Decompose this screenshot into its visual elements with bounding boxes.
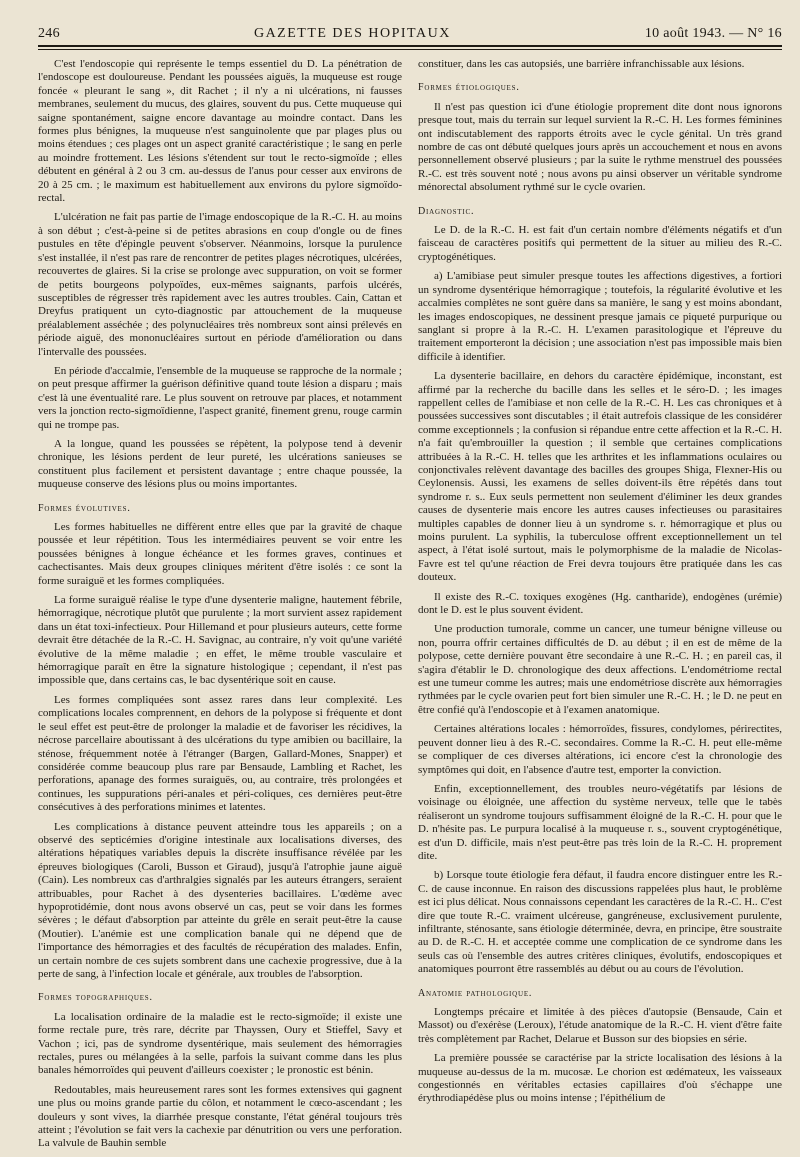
header-rule-thin [38, 49, 782, 50]
paragraph: C'est l'endoscopie qui représente le temps essentiel du D. La pénétration de l'endoscope est douloureuse. Pendant les poussées aiguës, la muqueuse est rouge foncée « pleurant le sang », dit Rachet ; il n'y a ni ulcérations, ni fausses membranes, seulement du mucus, des glaires, souvent du pus. Cette muqueuse qui saigne spontanément, saigne encore davantage au moindre contact. Dans les formes plus bénignes, la muqueuse n'est sanguinolente que par plages plus ou moins étendues ; ces plages ont un aspect granité caractéristique ; le sang en perle au moindre frottement. Les lésions s'étendent sur tout le recto-sigmoïde ; elles débutent en général à 2 ou 3 cm. au-dessus de l'anus pour cesser aux environs de 20 à 25 cm. ; le maximum est habituellement aux environs du pylore sigmoïdo-rectal. [38, 58, 402, 205]
section-heading: Formes évolutives. [38, 502, 131, 514]
section-heading: Formes étiologiques. [418, 82, 520, 94]
paragraph: a) L'amibiase peut simuler presque toutes les affections digestives, a fortiori un syndrome dysentérique hémorragique ; toutefois, la régularité évolutive et les accalmies complètes ne sont guère dans sa manière, le sang y est moins abondant, les images endoscopiques, ne dessinent presque jamais ce piqueté purpurique ou sanglant si propre à la R.-C. H. L'examen parasitologique et l'épreuve du traitement emporteront la décision ; une association n'est pas impossible mais bien difficile à identifier. [418, 270, 782, 363]
paragraph: Une production tumorale, comme un cancer, une tumeur bénigne villeuse ou non, pourra offrir certaines difficultés de D. au début ; il en est de même de la polypose, cette dernière pouvant être secondaire à une R.-C. H. ; en pareil cas, il s'agira d'établir le D. chronologique des deux affections. L'endométriome rectal est une tumeur comme les autres; mais une endométriose discrète aux hémorragies rythmées par le cycle ovarien peut fort bien simuler une R.-C. H. ; le D. ne peut en être confié qu'à l'endoscopie et à l'examen anatomique. [418, 623, 782, 716]
section-heading: Diagnostic. [418, 205, 475, 217]
paragraph: Les formes compliquées sont assez rares dans leur complexité. Les complications locales comprennent, en dehors de la polypose si fréquente et dont le seul effet est peut-être de prolonger la maladie et de favoriser les récidives, la nécrose parcellaire aboutissant à des ulcérations du type amibien ou bacillaire, la sténose, fréquemment notée à l'étranger (Bargen, Gallard-Mones, Snapper) et considérée comme beaucoup plus rare par Bensaude, Lambling et Rachet, les perforations, apanage des formes suraiguës, ou, au contraire, très prolongées et continues, les suppurations péri-anales et péri-coliques, ces dernières peut-être consécutives à des perforations minimes et latentes. [38, 693, 402, 814]
left-column [38, 58, 402, 1157]
paragraph: Il existe des R.-C. toxiques exogènes (Hg. cantharide), endogènes (urémie) dont le D. est le plus souvent évident. [418, 590, 782, 617]
paragraph: Longtemps précaire et limitée à des pièces d'autopsie (Bensaude, Cain et Massot) ou d'exérèse (Leroux), l'étude anatomique de la R.-C. H. vient d'être faite très complètement par Rachet, Delarue et Busson sur des biopsies en série. [418, 1006, 782, 1045]
paragraph: constituer, dans les cas autopsiés, une barrière infranchissable aux lésions. [418, 58, 745, 70]
article-body [38, 58, 782, 1157]
paragraph: b) Lorsque toute étiologie fera défaut, il faudra encore distinguer entre les R.-C. de cause inconnue. En raison des discussions rappelées plus haut, le problème est ici plus délicat. Nous connaissons cependant les caractères de la R.-C. H.. C'est dire que toute R.-C. vraiment ulcéreuse, gangréneuse, exclusivement purulente, infiltrante, sténosante, sans étiologie déterminée, devra, en principe, être soustraite au D. de R.-C. H. et acceptée comme une complication de ce syndrome dans les seuls cas où l'ensemble des autres critères cliniques, évolutifs, endoscopiques et anatomiques pourront être rassemblés au début ou au cours de l'évolution. [418, 869, 782, 976]
section-heading: Anatomie pathologique. [418, 987, 533, 999]
paragraph: La première poussée se caractérise par la stricte localisation des lésions à la muqueuse au-dessus de la m. mucosæ. Le chorion est œdémateux, les vaisseaux congestionnés en véritables ectasies capillaires d'où s'échappe une érythrodiapédèse plus ou moins intense ; l'épithélium de [418, 1052, 782, 1105]
page-number: 246 [38, 26, 60, 41]
paragraph: Il n'est pas question ici d'une étiologie proprement dite dont nous ignorons presque tout, mais du terrain sur lequel survient la R.-C. H. Les formes féminines ont indiscutablement des rapports étroits avec le cycle génital. Un très grand nombre de cas ont débuté quelques jours après un accouchement et nous en avons personnellement observé plusieurs ; par la suite le rythme menstruel des poussées R.-C. est très souvent noté ; nous avons pu ainsi observer un véritable syndrome ménorectal absolument rythmé sur le cycle ovarien. [418, 100, 782, 194]
paragraph: A la longue, quand les poussées se répètent, la polypose tend à devenir chronique, les lésions perdent de leur pureté, les ulcérations sanieuses se constituent plus facilement et persistent davantage ; entre chaque poussée, la muqueuse conserve des lésions plus ou moins importantes. [38, 437, 402, 491]
running-header [38, 26, 782, 42]
issue-date: 10 août 1943. — N° 16 [644, 26, 782, 41]
paragraph: Enfin, exceptionnellement, des troubles neuro-végétatifs par lésions de voisinage ou éloignée, une affection du système nerveux, telle que le tabès réaliseront un syndrome toujours suffisamment éloigné de la R.-C. H. pour que le D. n'hésite pas. Le purpura localisé à la muqueuse r. s., souvent cryptogénétique, est d'un D. difficile, mais n'est peut-être pas très loin de la R.-C. H. proprement dite. [418, 782, 782, 862]
journal-title: GAZETTE DES HOPITAUX [253, 26, 451, 41]
paragraph: Les formes habituelles ne diffèrent entre elles que par la gravité de chaque poussée et leur répétition. Tous les intermédiaires peuvent se voir entre les poussées bénignes à longue échéance et les formes graves, continues et cachectisantes. Mais deux groupes cliniques méritent d'être isolés : ce sont la forme suraiguë et les formes compliquées. [38, 521, 402, 587]
paragraph: En période d'accalmie, l'ensemble de la muqueuse se rapproche de la normale ; on peut presque affirmer la guérison définitive quand toute lésion a disparu ; mais c'est là une éventualité rare. Le plus souvent on retrouve par places, et notamment vers la jonction recto-sigmoïdienne, l'aspect granité, finement grenu, rouge carmin qui ne trompe pas. [38, 364, 402, 431]
right-column [418, 58, 782, 1157]
header-rule-thick [38, 45, 782, 47]
paragraph: Certaines altérations locales : hémorroïdes, fissures, condylomes, périrectites, peuvent donner lieu à des R.-C. secondaires. Comme la R.-C. H. peut elle-même se compliquer de ces diverses altérations, ici encore c'est la chronologie des symptômes qui doit, en l'absence d'autre test, emporter la conviction. [418, 723, 782, 776]
section-heading: Formes topographiques. [38, 992, 153, 1004]
paragraph: Les complications à distance peuvent atteindre tous les appareils ; on a observé des septicémies d'origine intestinale aux localisations diverses, des altérations hépatiques variables depuis la discrète insuffisance révélée par les épreuves biologiques (Caroli, Busson et Giraud), jusqu'à l'atrophie jaune aiguë (Cain). Les nombreux cas d'arthralgies signalés par les auteurs étrangers, seraient attribuables, pour Rachet à des dysenteries bacillaires. L'œdème avec hypoprotidémie, dont nous avons observé un cas, peut se voir dans les formes sévères ; le défaut d'absorption par atteinte du grêle en serait peut-être la cause (Moutier). L'anémie est une complication banale qui ne dépend que de l'importance des hémorragies et des facultés de récupération des malades. Enfin, un certain nombre de ces sujets sombrent dans une cachexie progressive, due à la perte de sang, à l'infection locale et générale, aux troubles de l'absorption. [38, 820, 402, 980]
paragraph: La dysenterie bacillaire, en dehors du caractère épidémique, inconstant, est affirmé par la recherche du bacille dans les selles et le séro-D. ; les images rappellent celles de l'amibiase et non celle de la R.-C. H. Les cas chroniques et à poussées successives sont discutables ; il était autrefois classique de les considérer comme exceptionnels ; la confusion si répandue entre cette affection et la R.-C. H. n'a fait qu'embrouiller la question ; il semble que certaines complications attribuées à la R.-C. H. telles que les arthrites et les inflammations oculaires ou conjonctivales relèvent davantage des bacilles des groupes Shiga, Flexner-His ou Ceylonensis. Aussi, les examens de selles doivent-ils être répétés dans tout syndrome r. s.. Eux seuls permettent non seulement d'éliminer les deux grandes causes de dysenterie mais encore les autres causes infectieuses ou parasitaires multiples capables de donner lieu à un syndrome s. r. hémorragique et plus ou moins purulent. La syphilis, la tuberculose offrent exceptionnellement un tel aspect, à l'état isolé surtout, mais le polymorphisme de la maladie de Nicolas-Favre est tel qu'une réaction de Frei devra toujours être pratiquée dans les cas douteux. [418, 370, 782, 584]
paragraph: L'ulcération ne fait pas partie de l'image endoscopique de la R.-C. H. au moins à son début ; c'est-à-peine si de petites abrasions en coup d'ongle ou de fines pustules en tête d'épingle peuvent s'observer. Néanmoins, lorsque la purulence s'est installée, il n'est pas rare de rencontrer de petites plages nécrotiques, ulcérées, recouvertes de glaires. Si la crise se prolonge avec suppuration, on voit se former de petits bourgeons polypoïdes, eux-mêmes saignants, parfois ulcérés, susceptibles de régresser très rapidement avec les autres troubles. Cain, Cattan et Dreyfus pratiquent un cyto-diagnostic par attouchement de la muqueuse préalablement asséchée ; des polynucléaires très nombreux sont ainsi prélevés en période aiguë, des mononucléaires surtout en période d'amélioration ou dans l'intervalle des poussées. [38, 211, 402, 358]
paragraph: La forme suraiguë réalise le type d'une dysenterie maligne, hautement fébrile, hémorragique, nécrotique plutôt que purulente ; la mort survient assez rapidement dans un état toxi-infectieux. Pour Hillemand et pour plusieurs auteurs, cette forme devrait être détachée de la R.-C. H. Savignac, au contraire, n'y voit qu'une variété évolutive de la même maladie ; en effet, le même trouble vasculaire et hémorragique paraît en être la signature histologique ; cependant, il n'est pas impossible que, dans certains cas, le bac dysentérique soit en cause. [38, 594, 402, 687]
paragraph: Redoutables, mais heureusement rares sont les formes extensives qui gagnent une plus ou moins grande partie du côlon, et notamment le cœco-ascendant ; les douleurs y sont vives, la diarrhée presque constante, l'état général toujours très atteint ; l'évolution se fait vers la cachexie par dénutrition ou vers une perforation. La valvule de Bauhin semble [38, 1083, 402, 1150]
paragraph: Le D. de la R.-C. H. est fait d'un certain nombre d'éléments négatifs et d'un faisceau de caractères positifs qui permettent de la situer au milieu des R.-C. cryptogénétiques. [418, 224, 782, 263]
paragraph: La localisation ordinaire de la maladie est le recto-sigmoïde; il existe une forme rectale pure, très rare, décrite par Thayssen, Oury et Stieffel, Savy et Vachon ; ici, pas de syndrome dysentérique, mais seulement des hémorragies rectales, pures ou mélangées à la selle, parfois la suivant comme dans les plus banales hémorroïdes qui peuvent d'ailleurs coexister ; le pronostic est bénin. [38, 1010, 402, 1077]
